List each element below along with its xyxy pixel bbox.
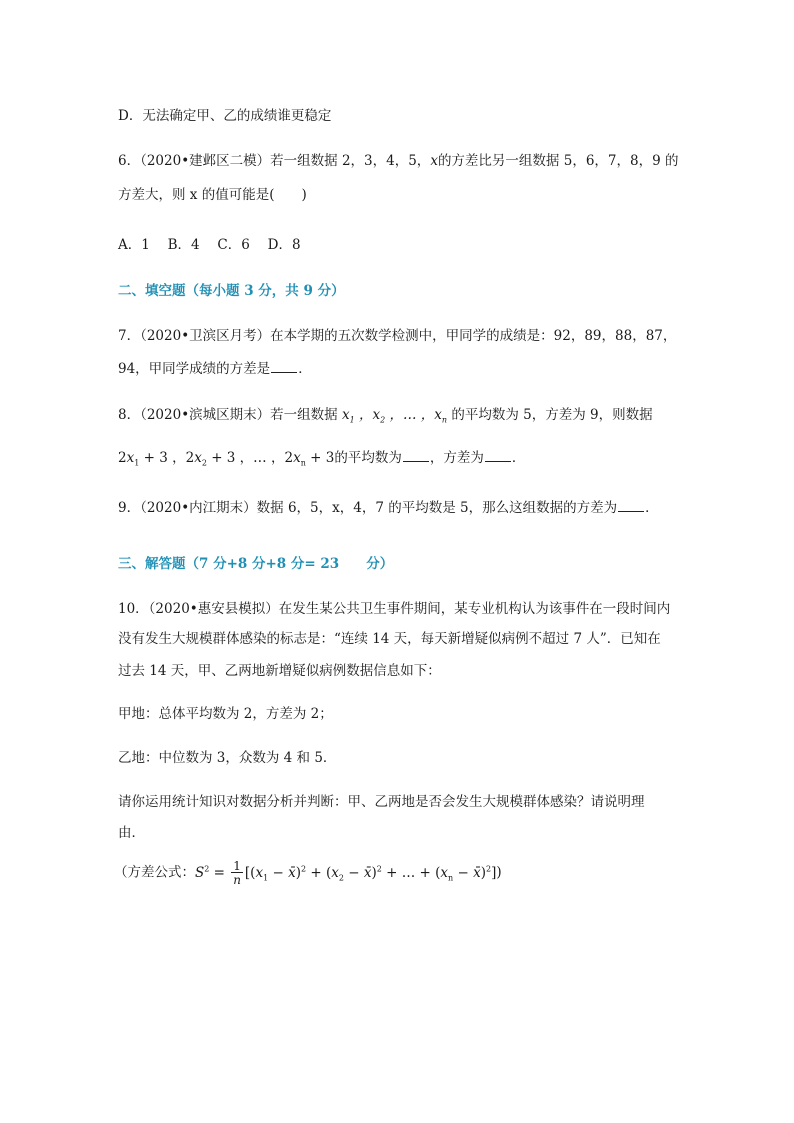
q7-line2 [118,357,312,377]
q6-text-a: 6．（2020•建邺区二模）若一组数据 2，3，4，5， [118,153,431,169]
q10-line2: 没有发生大规模群体感染的标志是：“连续 14 天，每天新增疑似病例不超过 7 人”．已知在 [118,631,661,647]
section-2-heading: 二、填空题（每小题 3 分，共 9 分） [118,283,345,299]
answer-blank [618,499,644,512]
q8-line2 [118,446,525,468]
option-d: D．无法确定甲、乙的成绩谁更稳定 [118,108,332,124]
answer-blank [271,360,297,373]
q6-line2: 方差大，则 x 的值可能是( ) [118,187,307,203]
formula-label: （方差公式： [114,864,195,881]
formula-expression: $S^2$ = $\frac{1}{n}$ [($x_1$ − x̄)$^2$ + ($x_2$ − x̄)$^2$ + … + ($x_n$ − x̄)$^2$] [195,859,497,887]
q6-text-b: 的方差比另一组数据 5，6，7，8，9 的 [437,153,679,169]
q8-line1 [118,403,653,425]
q8-text-b: 的平均数为 5，方差为 9，则数据 [451,407,653,423]
question-9 [118,496,659,516]
q6-choices: A．1 B．4 C．6 D．8 [118,237,301,253]
q8-text-a: 8．（2020•滨城区期末）若一组数据 [118,407,338,423]
q10-yi: 乙地：中位数为 3，众数为 4 和 5． [118,750,337,766]
q7-line1: 7．（2020•卫滨区月考）在本学期的五次数学检测中，甲同学的成绩是：92，89，88，87， [118,328,677,344]
q8-text-c: 的平均数为 [334,450,402,466]
q10-line1: 10．（2020•惠安县模拟）在发生某公共卫生事件期间，某专业机构认为该事件在一段时间内 [118,601,671,617]
formula-close: ) [496,864,502,881]
q8-data-sequence: $x_1$ ，$x_2$ ，… ，$x_n$ [341,407,448,425]
section-3-heading: 三、解答题（7 分+8 分+8 分= 23 分） [118,556,394,572]
q8-text-e: ． [511,450,526,466]
q10-ask-line1: 请你运用统计知识对数据分析并判断：甲、乙两地是否会发生大规模群体感染？请说明理 [118,794,645,810]
q7-text-b: ． [298,361,312,377]
q6-line1 [118,149,678,169]
answer-blank [485,449,511,462]
q10-line3: 过去 14 天，甲、乙两地新增疑似病例数据信息如下： [118,663,441,679]
q9-text-a: 9．（2020•内江期末）数据 6，5，x，4，7 的平均数是 5，那么这组数据的方差为 [118,500,618,516]
q8-text-d: ，方差为 [429,450,484,466]
q10-ask-line2: 由． [118,825,145,841]
q6-var-x: x [430,153,438,169]
q8-transformed-sequence: $2x_1 + 3$ ，$2x_2 + 3$ ，… ，$2x_n + 3$ [118,450,335,468]
answer-blank [403,449,429,462]
q7-text-a: 94，甲同学成绩的方差是 [118,361,271,377]
variance-formula [114,860,502,886]
q9-text-b: ． [645,500,659,516]
q10-jia: 甲地：总体平均数为 2，方差为 2； [118,706,333,722]
